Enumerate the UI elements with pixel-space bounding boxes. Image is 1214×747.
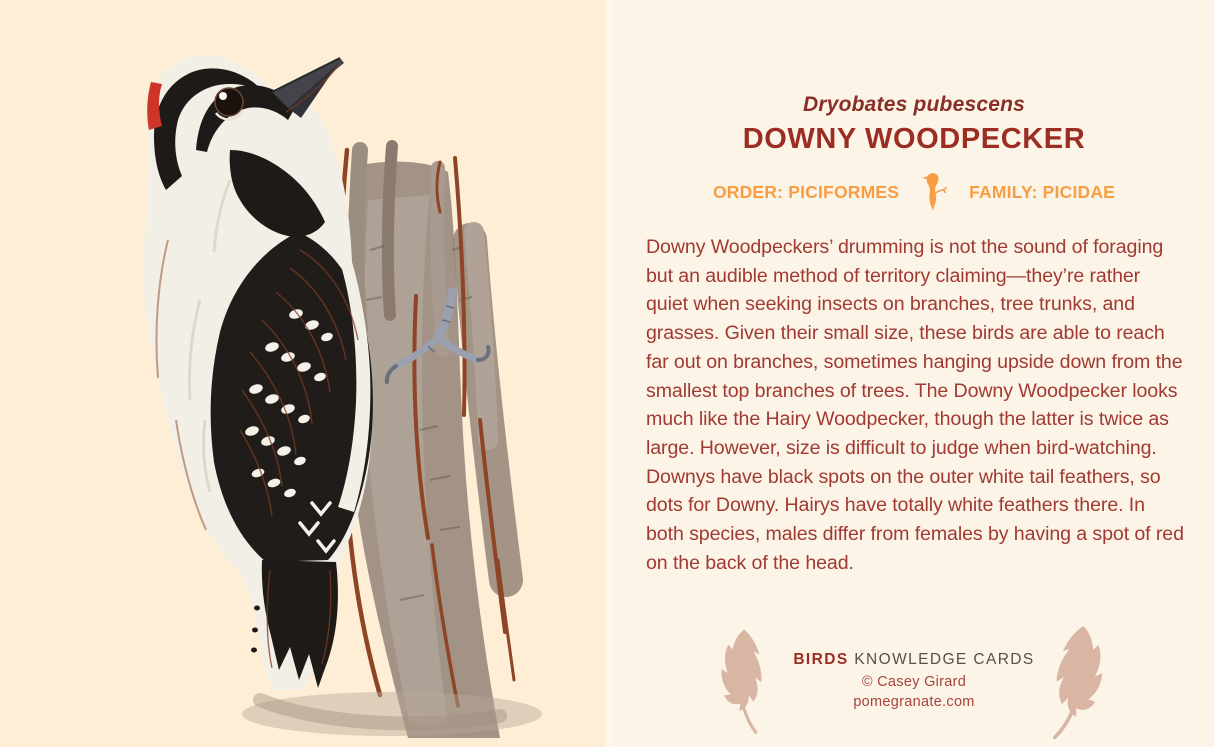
woodpecker-bird	[143, 56, 373, 690]
website: pomegranate.com	[853, 694, 975, 710]
illustration-panel	[0, 0, 604, 747]
eye-highlight	[219, 92, 227, 100]
panel-divider	[604, 0, 614, 747]
family-label: FAMILY: PICIDAE	[969, 181, 1116, 202]
common-name-title: DOWNY WOODPECKER	[742, 123, 1086, 155]
footer-text	[614, 651, 1214, 710]
latin-name: Dryobates pubescens	[802, 93, 1026, 116]
taxonomy-row	[614, 171, 1214, 213]
order-label: ORDER: PICIFORMES	[712, 181, 900, 202]
series-title-bold: BIRDS	[793, 651, 849, 668]
text-panel	[614, 0, 1214, 747]
card-footer	[614, 607, 1214, 747]
species-description: Downy Woodpeckers’ drumming is not the sound of foraging but an audible method of territory claiming—they’re rather quiet when seeking insects on branches, tree trunks, and grasses. Given their small size, these birds are able to reach far out on branches, sometimes hanging upside down from the smallest top branches of trees. The Downy Woodpecker looks much like the Hairy Woodpecker, though the latter is twice as large. However, size is difficult to judge when bird-watching. Downys have black spots on the outer white tail feathers, so dots for Downy. Hairys have totally white feathers there. In both species, males differ from females by having a spot of red on the back of the head.	[646, 236, 1184, 574]
feather-icon	[1030, 620, 1126, 744]
copyright: © Casey Girard	[861, 674, 967, 690]
woodpecker-silhouette-icon	[921, 171, 947, 213]
series-title-rest: KNOWLEDGE CARDS	[854, 651, 1035, 668]
downy-woodpecker-illustration	[0, 0, 604, 747]
